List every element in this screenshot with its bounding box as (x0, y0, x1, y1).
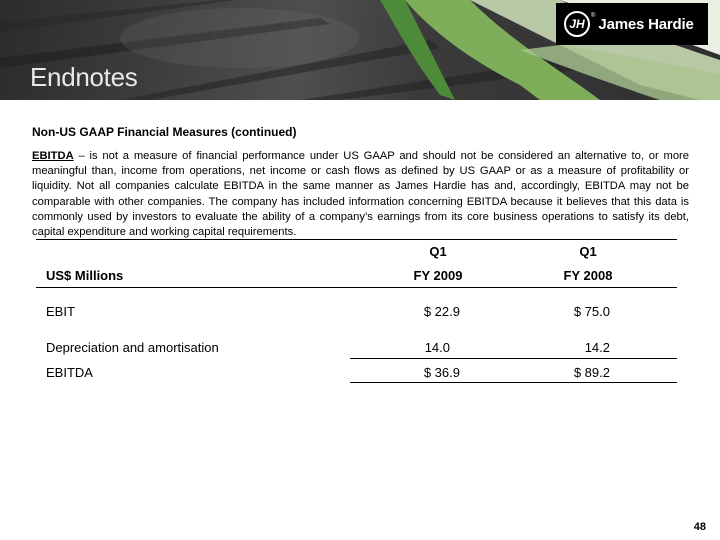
row-ebitda-fy2008: $ 89.2 (573, 365, 610, 380)
ebitda-term: EBITDA (32, 150, 74, 162)
subtotal-rule (350, 358, 677, 359)
table-top-rule (36, 239, 677, 240)
col-2-year: FY 2008 (563, 268, 613, 283)
table-header-rule (36, 287, 677, 288)
col-1-quarter: Q1 (429, 244, 447, 259)
logo-registered-mark: ® (591, 13, 596, 19)
table-header-label: US$ Millions (46, 268, 124, 283)
row-ebit-fy2008: $ 75.0 (573, 304, 610, 319)
row-ebitda-fy2009: $ 36.9 (423, 365, 460, 380)
logo-mark-icon: JH (564, 11, 590, 37)
section-subtitle: Non-US GAAP Financial Measures (continued) (32, 125, 297, 139)
row-ebit-label: EBIT (46, 304, 75, 319)
row-ebitda-label: EBITDA (46, 365, 93, 380)
row-ebit-fy2009: $ 22.9 (423, 304, 460, 319)
table-bottom-rule (350, 382, 677, 383)
page-number: 48 (693, 521, 706, 533)
col-2-quarter: Q1 (579, 244, 597, 259)
row-depreciation-fy2009: 14.0 (424, 340, 450, 355)
header-banner (0, 0, 720, 100)
company-logo (556, 3, 708, 45)
page-title: Endnotes (30, 62, 138, 92)
col-1-year: FY 2009 (413, 268, 463, 283)
row-depreciation-label: Depreciation and amortisation (46, 340, 219, 355)
row-depreciation-fy2008: 14.2 (584, 340, 610, 355)
logo-text: James Hardie (598, 15, 694, 33)
ebitda-definition (32, 149, 689, 240)
ebitda-paragraph: – is not a measure of financial performance under US GAAP and should not be considered an alternative to, or more meaningful than, income from operations, net income or cash flows as defined by US GAAP or as a measure of profitability or liquidity. Not all companies calculate EBITDA in the same manner as James Hardie has and, accordingly, EBITDA may not be comparable with other companies. The company has included information concerning EBITDA because it believes that this data is commonly used by investors to evaluate the ability of a company’s earnings from its core business operations to satisfy its debt, capital expenditure and working capital requirements. (32, 150, 689, 239)
